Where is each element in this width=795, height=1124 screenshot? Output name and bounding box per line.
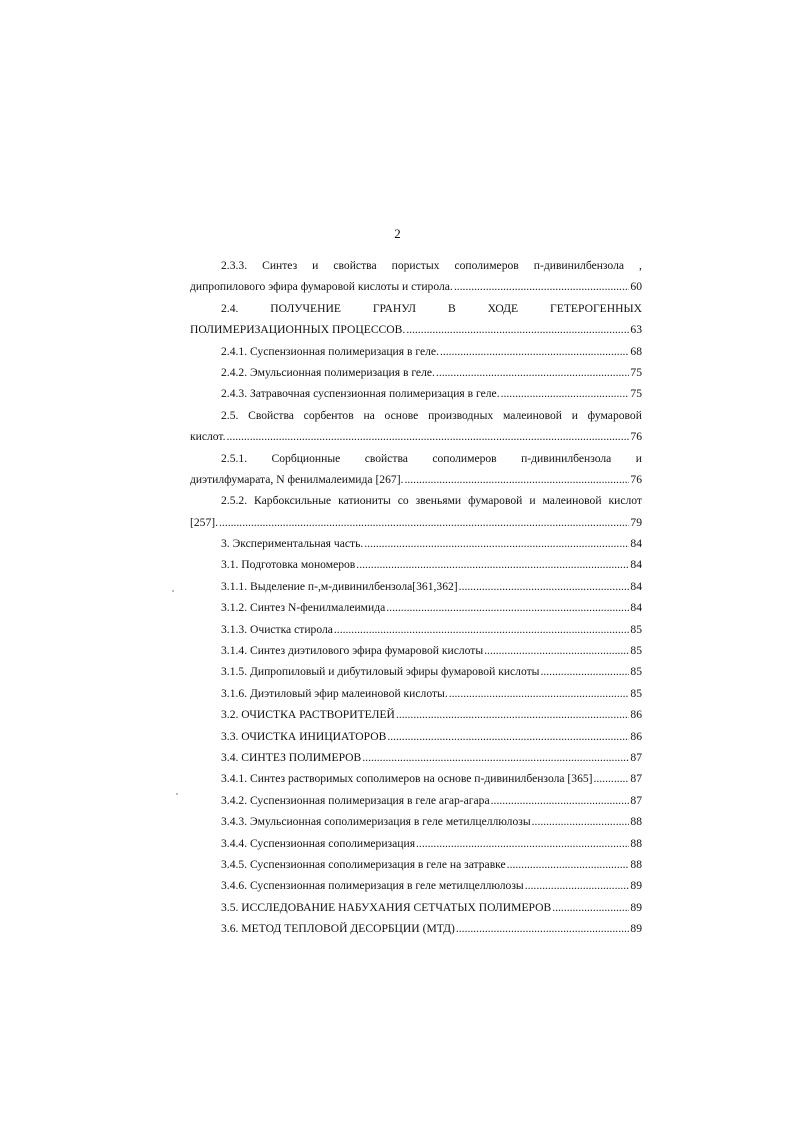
toc-word: малеиновой: [542, 494, 602, 508]
toc-entry[interactable]: [190, 619, 642, 640]
toc-entry-title: 3.1.1. Выделение п-,м-дивинилбензола[361,362]: [221, 579, 458, 593]
toc-word: 2.3.3.: [221, 259, 248, 272]
toc-word: на: [363, 408, 375, 422]
toc-word: и: [529, 494, 536, 508]
toc-word: пористых: [391, 259, 440, 272]
toc-word: ПОЛУЧЕНИЕ: [270, 301, 341, 315]
toc-line-justified: [190, 255, 642, 276]
toc-entry-page: 75: [630, 387, 642, 401]
toc-word: и: [635, 451, 642, 465]
toc-leader-dots: [404, 469, 629, 490]
toc-entry[interactable]: [190, 790, 642, 811]
toc-word: свойства: [364, 451, 408, 465]
toc-word: п-дивинилбензола: [533, 259, 625, 272]
toc-entry[interactable]: [190, 768, 642, 789]
toc-entry-page: 88: [630, 815, 642, 829]
toc-word: производных: [428, 408, 494, 422]
toc-leader-dots: [594, 768, 630, 789]
toc-word: В: [447, 301, 456, 315]
toc-entry-title: 3.5. ИССЛЕДОВАНИЕ НАБУХАНИЯ СЕТЧАТЫХ ПОЛИМЕРОВ: [221, 900, 552, 914]
toc-entry-page: 89: [630, 879, 642, 893]
toc-word: свойства: [333, 259, 377, 272]
toc-leader-dots: [454, 276, 630, 297]
toc-leader-dots: [396, 704, 629, 725]
toc-leader-dots: [449, 683, 630, 704]
toc-entry-page: 60: [630, 280, 642, 294]
toc-entry-title: 2.4.2. Эмульсионная полимеризация в геле.: [221, 365, 435, 379]
toc-entry-title: дипропилового эфира фумаровой кислоты и стирола.: [190, 280, 453, 294]
toc-leader-dots: [507, 854, 630, 875]
toc-entry-title: 3.4. СИНТЕЗ ПОЛИМЕРОВ: [221, 750, 362, 764]
toc-leader-dots: [484, 640, 629, 661]
toc-entry-page: 88: [630, 836, 642, 850]
toc-entry-page: 85: [630, 665, 642, 679]
toc-entry-title: 3.6. МЕТОД ТЕПЛОВОЙ ДЕСОРБЦИИ (МТД): [221, 922, 455, 936]
toc-word: 2.5.1.: [221, 451, 248, 465]
toc-word: фумаровой: [468, 494, 523, 508]
toc-leader-dots: [501, 383, 630, 404]
toc-entry-page: 79: [630, 515, 642, 529]
toc-entry-title: 3.1. Подготовка мономеров: [221, 558, 356, 572]
toc-entry[interactable]: [190, 469, 642, 490]
toc-entry[interactable]: [190, 726, 642, 747]
toc-entry-title: 3.1.2. Синтез N-фенилмалеимида: [221, 601, 386, 615]
toc-entry-page: 86: [630, 729, 642, 743]
toc-entry[interactable]: [190, 811, 642, 832]
toc-leader-dots: [436, 362, 629, 383]
toc-entry-title: 3.1.6. Диэтиловый эфир малеиновой кислоты.: [221, 686, 448, 700]
page-number: 2: [394, 226, 401, 241]
toc-entry-title: 3.4.3. Эмульсионная сополимеризация в геле метилцеллюлозы: [221, 815, 531, 829]
toc-leader-dots: [456, 918, 630, 939]
toc-entry-page: 76: [630, 472, 642, 486]
toc-entry-title: 3.1.3. Очистка стирола: [221, 622, 333, 636]
toc-line-justified: [190, 448, 642, 469]
toc-entry-page: 84: [630, 579, 642, 593]
toc-leader-dots: [440, 341, 629, 362]
toc-entry-title: 3.4.5. Суспензионная сополимеризация в геле на затравке: [221, 857, 506, 871]
toc-word: со: [397, 494, 409, 508]
toc-entry-title: кислот.: [190, 430, 226, 444]
toc-leader-dots: [416, 833, 629, 854]
toc-entry-page: 85: [630, 686, 642, 700]
toc-leader-dots: [406, 319, 629, 340]
toc-word: ГРАНУЛ: [372, 301, 417, 315]
toc-entry[interactable]: [190, 319, 642, 340]
toc-entry-page: 76: [630, 430, 642, 444]
toc-entry-page: 84: [630, 537, 642, 551]
toc-word: сополимеров: [454, 259, 519, 272]
toc-word: 2.5.2.: [221, 494, 248, 508]
toc-word: сополимеров: [432, 451, 497, 465]
toc-leader-dots: [387, 726, 629, 747]
toc-entry-title: 3.1.4. Синтез диэтилового эфира фумаровой кислоты: [221, 644, 484, 658]
toc-entry-page: 89: [630, 922, 642, 936]
toc-leader-dots: [364, 533, 629, 554]
toc-entry[interactable]: [190, 897, 642, 918]
toc-word: фумаровой: [587, 408, 642, 422]
toc-line-justified: [190, 298, 642, 319]
toc-entry[interactable]: [190, 576, 642, 597]
scan-speck: [176, 793, 178, 795]
toc-entry-title: 2.4.3. Затравочная суспензионная полимеризация в геле.: [221, 387, 500, 401]
toc-entry-title: 2.4.1. Суспензионная полимеризация в геле.: [221, 344, 439, 358]
toc-entry-title: 3.4.1. Синтез растворимых сополимеров на основе п-дивинилбензола [365]: [221, 772, 593, 786]
toc-word: 2.5.: [221, 408, 239, 422]
toc-leader-dots: [525, 875, 630, 896]
toc-word: Сорбционные: [271, 451, 341, 465]
toc-leader-dots: [532, 811, 630, 832]
toc-leader-dots: [334, 619, 630, 640]
toc-entry[interactable]: [190, 704, 642, 725]
toc-entry[interactable]: [190, 554, 642, 575]
toc-word: катиониты: [338, 494, 391, 508]
toc-entry-title: 3.4.4. Суспензионная сополимеризация: [221, 836, 416, 850]
toc-entry[interactable]: [190, 533, 642, 554]
toc-entry-page: 87: [630, 772, 642, 786]
toc-word: ,: [639, 259, 642, 272]
toc-line-justified: [190, 490, 642, 511]
toc-entry-title: 3.2. ОЧИСТКА РАСТВОРИТЕЛЕЙ: [221, 708, 395, 722]
toc-entry[interactable]: [190, 597, 642, 618]
toc-word: Карбоксильные: [254, 494, 332, 508]
scan-speck: [172, 590, 174, 592]
toc-entry[interactable]: [190, 512, 642, 533]
toc-entry-page: 68: [630, 344, 642, 358]
toc-leader-dots: [540, 661, 629, 682]
toc-word: кислот: [608, 494, 642, 508]
toc-entry-page: 63: [630, 323, 642, 337]
toc-entry-page: 86: [630, 708, 642, 722]
toc-leader-dots: [552, 897, 629, 918]
toc-entry-title: 3.4.6. Суспензионная полимеризация в геле метилцеллюлозы: [221, 879, 524, 893]
toc-word: и: [312, 259, 319, 272]
toc-leader-dots: [219, 512, 629, 533]
toc-entry-title: диэтилфумарата, N фенилмалеимида [267].: [190, 472, 404, 486]
toc-entry-title: [257].: [190, 515, 219, 529]
toc-entry-page: 89: [630, 900, 642, 914]
toc-leader-dots: [227, 426, 630, 447]
toc-word: Синтез: [262, 259, 298, 272]
toc-word: Свойства: [248, 408, 294, 422]
toc-entry-page: 85: [630, 622, 642, 636]
toc-entry[interactable]: [190, 875, 642, 896]
toc-entry-page: 85: [630, 644, 642, 658]
toc-entry[interactable]: [190, 661, 642, 682]
toc-word: малеиновой: [502, 408, 562, 422]
toc-word: основе: [384, 408, 419, 422]
toc-entry-page: 84: [630, 558, 642, 572]
toc-entry[interactable]: [190, 918, 642, 939]
toc-line-justified: [190, 405, 642, 426]
toc-word: 2.4.: [221, 301, 239, 315]
toc-entry-title: 3.3. ОЧИСТКА ИНИЦИАТОРОВ: [221, 729, 387, 743]
toc-entry[interactable]: [190, 833, 642, 854]
toc-entry[interactable]: [190, 747, 642, 768]
toc-entry-page: 88: [630, 857, 642, 871]
toc-entry[interactable]: [190, 341, 642, 362]
toc-entry[interactable]: [190, 426, 642, 447]
toc-entry[interactable]: [190, 362, 642, 383]
toc-entry-title: 3.4.2. Суспензионная полимеризация в геле агар-агара: [221, 793, 490, 807]
toc-word: п-дивинилбензола: [521, 451, 612, 465]
toc-entry-title: 3.1.5. Дипропиловый и дибутиловый эфиры фумаровой кислоты: [221, 665, 540, 679]
toc-word: ХОДЕ: [487, 301, 519, 315]
toc-entry[interactable]: [190, 640, 642, 661]
toc-word: ГЕТЕРОГЕННЫХ: [550, 301, 642, 315]
toc-entry-page: 87: [630, 750, 642, 764]
toc-entry-page: 75: [630, 365, 642, 379]
toc-leader-dots: [356, 554, 629, 575]
toc-entry-title: ПОЛИМЕРИЗАЦИОННЫХ ПРОЦЕССОВ.: [190, 323, 406, 337]
toc-leader-dots: [362, 747, 629, 768]
toc-entry-page: 84: [630, 601, 642, 615]
table-of-contents: [190, 255, 642, 940]
toc-leader-dots: [491, 790, 630, 811]
toc-leader-dots: [386, 597, 629, 618]
toc-entry-title: 3. Экспериментальная часть.: [221, 537, 364, 551]
toc-entry[interactable]: [190, 383, 642, 404]
toc-entry[interactable]: [190, 854, 642, 875]
toc-entry[interactable]: [190, 276, 642, 297]
toc-word: звеньями: [415, 494, 462, 508]
toc-leader-dots: [459, 576, 630, 597]
toc-word: сорбентов: [303, 408, 354, 422]
toc-word: и: [571, 408, 578, 422]
toc-entry[interactable]: [190, 683, 642, 704]
toc-entry-page: 87: [630, 793, 642, 807]
